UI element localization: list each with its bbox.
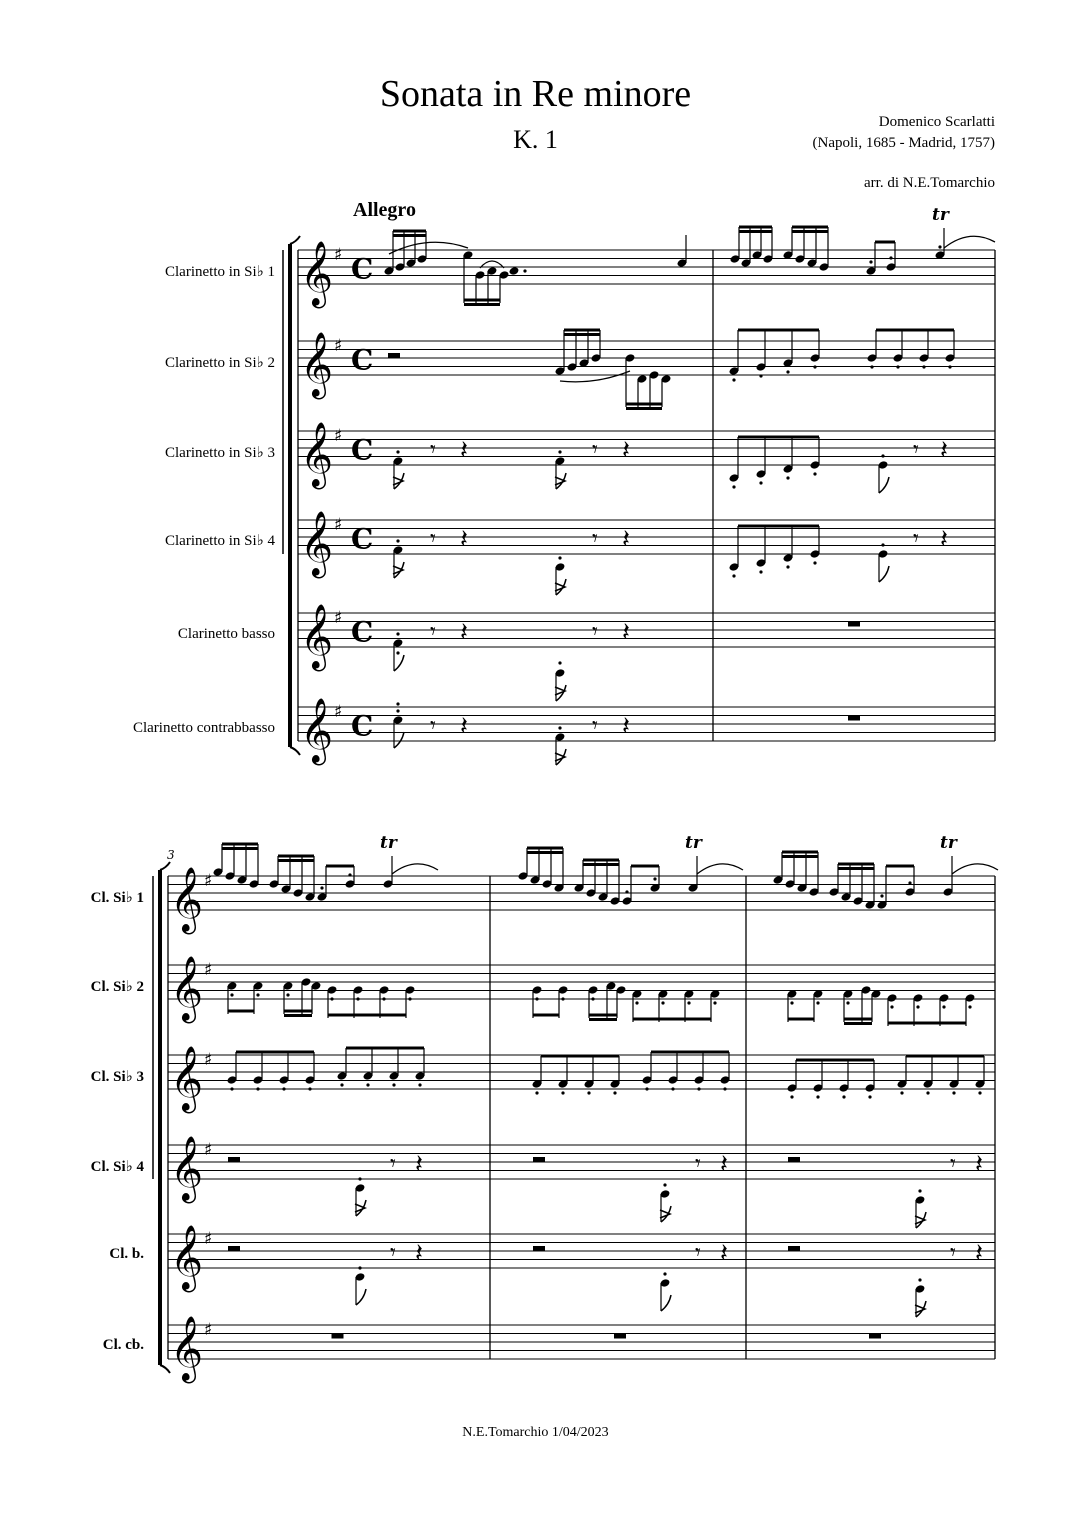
instrument-short-cl3: Cl. Si♭ 3 — [90, 1069, 144, 1085]
staccato-dot — [846, 1001, 849, 1004]
staccato-dot — [938, 245, 941, 248]
staccato-dot — [653, 877, 656, 880]
trill-mark: tr — [380, 833, 397, 853]
quarter-rest: 𝄽 — [622, 524, 630, 555]
quarter-rest: 𝄽 — [975, 1149, 983, 1180]
note-flag — [394, 732, 404, 748]
staccato-dot — [561, 997, 564, 1000]
quarter-rest: 𝄽 — [720, 1149, 728, 1180]
staccato-dot — [948, 365, 951, 368]
staccato-dot — [408, 997, 411, 1000]
half-rest — [228, 1157, 240, 1162]
staccato-dot — [671, 1087, 674, 1090]
slur — [392, 864, 438, 874]
staccato-dot — [842, 1095, 845, 1098]
note-flag — [356, 1289, 366, 1305]
composer-dates: (Napoli, 1685 - Madrid, 1757) — [812, 135, 995, 151]
staccato-dot — [881, 543, 884, 546]
staccato-dot — [661, 1001, 664, 1004]
staccato-dot — [535, 997, 538, 1000]
bracket-hook — [160, 862, 170, 870]
treble-clef: 𝄞 — [300, 241, 334, 306]
staccato-dot — [816, 1001, 819, 1004]
staccato-dot — [561, 1091, 564, 1094]
staccato-dot — [396, 709, 399, 712]
key-signature-sharp: ♯ — [334, 426, 343, 446]
eighth-rest: 𝄾 — [390, 1151, 396, 1177]
staccato-dot — [916, 1005, 919, 1008]
staccato-dot — [687, 1001, 690, 1004]
staccato-dot — [523, 269, 526, 272]
staccato-dot — [908, 881, 911, 884]
eighth-rest: 𝄾 — [430, 713, 436, 739]
staccato-dot — [786, 476, 789, 479]
instrument-name-bass: Clarinetto basso — [177, 626, 275, 642]
staccato-dot — [348, 873, 351, 876]
staccato-dot — [952, 1091, 955, 1094]
treble-clef: 𝄞 — [170, 1136, 204, 1201]
staccato-dot — [889, 256, 892, 259]
staccato-dot — [558, 556, 561, 559]
staccato-dot — [230, 993, 233, 996]
staccato-dot — [890, 1005, 893, 1008]
tempo-marking: Allegro — [353, 199, 416, 221]
whole-rest — [869, 1334, 881, 1339]
whole-rest — [848, 716, 860, 721]
trill-mark: tr — [932, 205, 949, 225]
staccato-dot — [358, 1266, 361, 1269]
arranger: arr. di N.E.Tomarchio — [864, 175, 995, 191]
treble-clef: 𝄞 — [170, 1225, 204, 1290]
treble-clef: 𝄞 — [300, 332, 334, 397]
staccato-dot — [635, 1001, 638, 1004]
instrument-name-cl4: Clarinetto in Si♭ 4 — [165, 533, 275, 549]
staccato-dot — [558, 450, 561, 453]
staccato-dot — [713, 1001, 716, 1004]
staccato-dot — [881, 454, 884, 457]
treble-clef: 𝄞 — [170, 1046, 204, 1111]
slur — [560, 371, 630, 382]
time-signature: C — [351, 615, 374, 649]
staccato-dot — [880, 894, 883, 897]
staccato-dot — [256, 993, 259, 996]
staccato-dot — [320, 886, 323, 889]
quarter-rest: 𝄽 — [940, 524, 948, 555]
eighth-rest: 𝄾 — [950, 1151, 956, 1177]
key-signature-sharp: ♯ — [204, 1320, 213, 1340]
eighth-rest: 𝄾 — [950, 1240, 956, 1266]
slur — [944, 236, 995, 248]
quarter-rest: 𝄽 — [415, 1149, 423, 1180]
time-signature: C — [351, 433, 374, 467]
eighth-rest: 𝄾 — [592, 619, 598, 645]
eighth-rest: 𝄾 — [695, 1151, 701, 1177]
staccato-dot — [786, 370, 789, 373]
slur — [389, 242, 468, 254]
staccato-dot — [813, 472, 816, 475]
staccato-dot — [816, 1095, 819, 1098]
footer: N.E.Tomarchio 1/04/2023 — [462, 1425, 609, 1440]
staccato-dot — [396, 450, 399, 453]
instrument-short-cl1: Cl. Si♭ 1 — [90, 890, 144, 906]
staccato-dot — [308, 1087, 311, 1090]
measure-number: 3 — [167, 848, 175, 862]
staccato-dot — [645, 1087, 648, 1090]
staccato-dot — [382, 997, 385, 1000]
eighth-rest: 𝄾 — [913, 526, 919, 552]
staccato-dot — [732, 378, 735, 381]
instrument-short-cl4: Cl. Si♭ 4 — [90, 1159, 144, 1175]
key-signature-sharp: ♯ — [334, 336, 343, 356]
staccato-dot — [535, 1091, 538, 1094]
slur — [697, 864, 743, 874]
time-signature: C — [351, 252, 374, 286]
staccato-dot — [759, 374, 762, 377]
time-signature: C — [351, 522, 374, 556]
instrument-short-cl2: Cl. Si♭ 2 — [90, 979, 144, 995]
eighth-rest: 𝄾 — [430, 526, 436, 552]
quarter-rest: 𝄽 — [720, 1238, 728, 1269]
quarter-rest: 𝄽 — [622, 617, 630, 648]
key-signature-sharp: ♯ — [204, 871, 213, 891]
staccato-dot — [790, 1095, 793, 1098]
note-flag — [879, 477, 889, 493]
quarter-rest: 𝄽 — [415, 1238, 423, 1269]
staccato-dot — [759, 481, 762, 484]
treble-clef: 𝄞 — [170, 867, 204, 932]
quarter-rest: 𝄽 — [460, 617, 468, 648]
treble-clef: 𝄞 — [300, 422, 334, 487]
quarter-rest: 𝄽 — [940, 435, 948, 466]
staccato-dot — [396, 539, 399, 542]
staccato-dot — [918, 1189, 921, 1192]
key-signature-sharp: ♯ — [204, 1229, 213, 1249]
eighth-rest: 𝄾 — [390, 1240, 396, 1266]
quarter-rest: 𝄽 — [622, 435, 630, 466]
composer-name: Domenico Scarlatti — [878, 114, 995, 130]
note-flag — [879, 566, 889, 582]
half-rest — [388, 353, 400, 358]
note-head — [509, 266, 520, 276]
eighth-rest: 𝄾 — [430, 437, 436, 463]
score-title: Sonata in Re minore — [379, 73, 692, 115]
staccato-dot — [922, 365, 925, 368]
treble-clef: 𝄞 — [300, 698, 334, 763]
staccato-dot — [286, 993, 289, 996]
staccato-dot — [918, 1278, 921, 1281]
staccato-dot — [587, 1091, 590, 1094]
staccato-dot — [942, 1005, 945, 1008]
key-signature-sharp: ♯ — [334, 515, 343, 535]
instrument-name-cl1: Clarinetto in Si♭ 1 — [165, 264, 275, 280]
quarter-rest: 𝄽 — [460, 435, 468, 466]
staccato-dot — [786, 565, 789, 568]
staccato-dot — [870, 365, 873, 368]
staccato-dot — [663, 1183, 666, 1186]
staccato-dot — [558, 661, 561, 664]
quarter-rest: 𝄽 — [975, 1238, 983, 1269]
staccato-dot — [732, 485, 735, 488]
key-signature-sharp: ♯ — [334, 245, 343, 265]
staccato-dot — [968, 1005, 971, 1008]
staccato-dot — [396, 651, 399, 654]
staccato-dot — [790, 1001, 793, 1004]
staccato-dot — [330, 997, 333, 1000]
staccato-dot — [340, 1083, 343, 1086]
note-flag — [661, 1295, 671, 1311]
half-rest — [788, 1157, 800, 1162]
time-signature: C — [351, 343, 374, 377]
key-signature-sharp: ♯ — [334, 608, 343, 628]
time-signature: C — [351, 709, 374, 743]
staccato-dot — [926, 1091, 929, 1094]
staccato-dot — [396, 702, 399, 705]
score-subtitle: K. 1 — [513, 125, 558, 154]
instrument-name-cl2: Clarinetto in Si♭ 2 — [165, 355, 275, 371]
bracket-hook — [290, 236, 300, 244]
staccato-dot — [366, 1083, 369, 1086]
eighth-rest: 𝄾 — [592, 437, 598, 463]
whole-rest — [848, 622, 860, 627]
eighth-rest: 𝄾 — [695, 1240, 701, 1266]
staccato-dot — [256, 1087, 259, 1090]
treble-clef: 𝄞 — [170, 956, 204, 1021]
staccato-dot — [663, 1272, 666, 1275]
staccato-dot — [418, 1083, 421, 1086]
staccato-dot — [396, 632, 399, 635]
instrument-name-cl3: Clarinetto in Si♭ 3 — [165, 445, 275, 461]
eighth-rest: 𝄾 — [430, 619, 436, 645]
key-signature-sharp: ♯ — [204, 1140, 213, 1160]
staccato-dot — [392, 1083, 395, 1086]
eighth-rest: 𝄾 — [913, 437, 919, 463]
eighth-rest: 𝄾 — [592, 526, 598, 552]
staccato-dot — [697, 1087, 700, 1090]
staccato-dot — [358, 1177, 361, 1180]
staccato-dot — [625, 890, 628, 893]
staccato-dot — [591, 997, 594, 1000]
staccato-dot — [230, 1087, 233, 1090]
staccato-dot — [868, 1095, 871, 1098]
whole-rest — [332, 1334, 344, 1339]
staccato-dot — [282, 1087, 285, 1090]
key-signature-sharp: ♯ — [204, 960, 213, 980]
treble-clef: 𝄞 — [300, 511, 334, 576]
whole-rest — [614, 1334, 626, 1339]
staccato-dot — [869, 260, 872, 263]
quarter-rest: 𝄽 — [460, 524, 468, 555]
staccato-dot — [759, 570, 762, 573]
key-signature-sharp: ♯ — [334, 702, 343, 722]
treble-clef: 𝄞 — [170, 1316, 204, 1381]
staccato-dot — [356, 997, 359, 1000]
eighth-rest: 𝄾 — [592, 713, 598, 739]
staccato-dot — [732, 574, 735, 577]
bracket-hook — [290, 747, 300, 755]
quarter-rest: 𝄽 — [460, 711, 468, 742]
staccato-dot — [813, 561, 816, 564]
instrument-short-contrabass: Cl. cb. — [102, 1337, 144, 1353]
staccato-dot — [978, 1091, 981, 1094]
slur — [952, 864, 998, 874]
half-rest — [533, 1157, 545, 1162]
staccato-dot — [558, 726, 561, 729]
half-rest — [788, 1246, 800, 1251]
staccato-dot — [613, 1091, 616, 1094]
treble-clef: 𝄞 — [300, 604, 334, 669]
quarter-rest: 𝄽 — [622, 711, 630, 742]
note-flag — [394, 655, 404, 671]
staccato-dot — [896, 365, 899, 368]
trill-mark: tr — [940, 833, 957, 853]
key-signature-sharp: ♯ — [204, 1050, 213, 1070]
half-rest — [228, 1246, 240, 1251]
bracket-hook — [160, 1365, 170, 1373]
trill-mark: tr — [685, 833, 702, 853]
half-rest — [533, 1246, 545, 1251]
staccato-dot — [813, 365, 816, 368]
staccato-dot — [723, 1087, 726, 1090]
staccato-dot — [900, 1091, 903, 1094]
instrument-name-contrabass: Clarinetto contrabbasso — [132, 720, 275, 736]
instrument-short-bass: Cl. b. — [109, 1246, 144, 1262]
